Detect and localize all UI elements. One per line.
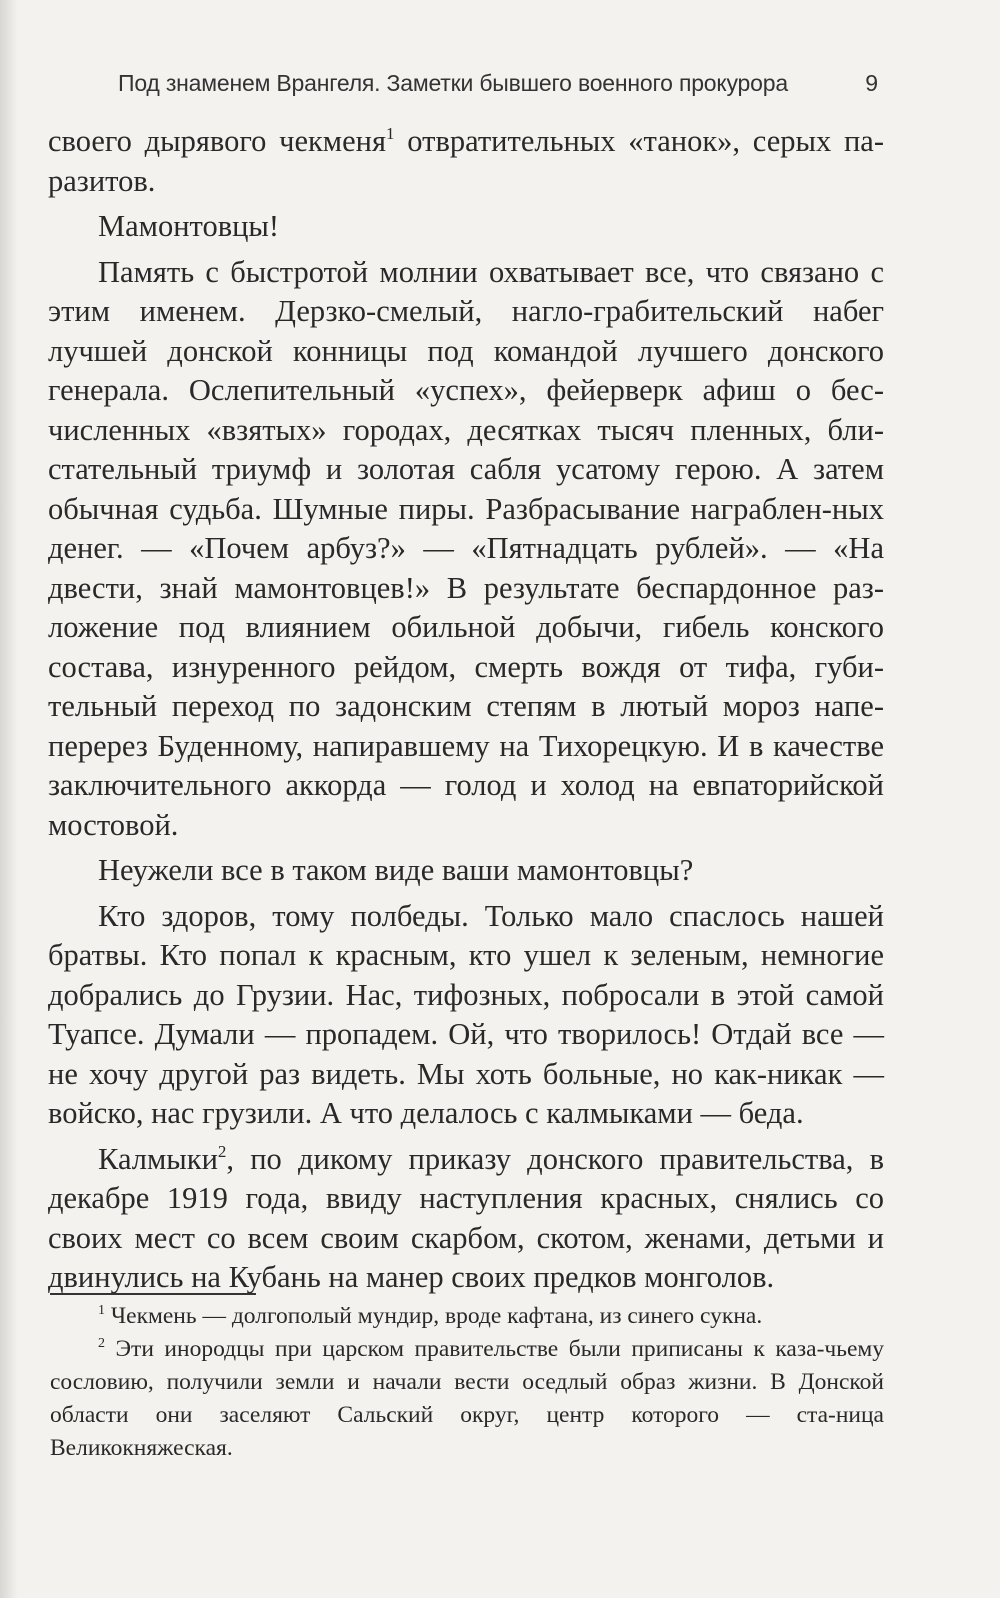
page-number: 9 — [865, 70, 878, 96]
paragraph-continued — [48, 122, 884, 201]
paragraph-text: Калмыки — [98, 1141, 218, 1176]
footnote-mark: 2 — [98, 1336, 105, 1351]
paragraph-text: , по дикому приказу донского правительства, в декабре 1919 года, ввиду наступления красных, снялись со своих мест со всем своим скарбом, скотом, женами, детьми и двинулись на Кубань на манер своих предков монголов. — [48, 1141, 884, 1294]
paragraph-text: отвратительных «танок», серых па-разитов. — [48, 124, 885, 198]
paragraph: Мамонтовцы! — [98, 209, 280, 243]
paragraph: Кто здоров, тому полбеды. Только мало спаслось нашей братвы. Кто попал к красным, кто ушел к зеленым, немногие добрались до Грузии. Нас, тифозных, побросали в этой самой Туапсе. Думали — пропадем. Ой, что творилось! Отдай все — не хочу другой раз видеть. Мы хоть больные, но как-никак — войско, нас грузили. А что делалось с калмыками — беда. — [48, 898, 884, 1130]
paragraph: Память с быстротой молнии охватывает все, что связано с этим именем. Дерзко-смелый, нагло-грабительский набег лучшей донской конницы под командой лучшего донского генерала. Ослепительный «успех», фейерверк афиш о бес-численных «взятых» городах, десятках тысяч пленных, бли-стательный триумф и золотая сабля усатому герою. А затем обычная судьба. Шумные пиры. Разбрасывание награблен-ных денег. — «Почем арбуз?» — «Пятнадцать рублей». — «На двести, знай мамонтовцев!» В результате беспардонное раз-ложение под влиянием обильной добычи, гибель конского состава, изнуренного рейдом, смерть вождя от тифа, губи-тельный переход по задонским степям в лютый мороз напе-перерез Буденному, напиравшему на Тихорецкую. И в качестве заключительного аккорда — голод и холод на евпаторийской мостовой. — [48, 254, 884, 842]
paragraph-text: своего дырявого чекменя — [48, 124, 387, 158]
running-title: Под знаменем Врангеля. Заметки бывшего военного прокурора — [118, 70, 788, 96]
page-gutter-shadow — [0, 0, 18, 1598]
footnote-divider — [50, 1293, 256, 1295]
body-text — [48, 122, 884, 1298]
paragraph: Неужели все в таком виде ваши мамонтовцы? — [98, 853, 694, 887]
footnote — [50, 1300, 884, 1333]
footnote-ref-2: 2 — [217, 1141, 227, 1161]
footnote-mark: 1 — [98, 1303, 105, 1318]
footnotes — [50, 1300, 884, 1465]
footnote — [50, 1333, 884, 1465]
footnote-text: Чекмень — долгополый мундир, вроде кафтана, из синего сукна. — [105, 1303, 763, 1329]
running-header — [118, 64, 878, 104]
footnote-ref-1: 1 — [386, 124, 395, 143]
footnote-text: Эти инородцы при царском правительстве были приписаны к каза-чьему сословию, получили земли и начали вести оседлый образ жизни. В Донской области они заселяют Сальский округ, центр которого — ста-ница Великокняжеская. — [50, 1336, 884, 1461]
paragraph — [48, 1140, 884, 1298]
